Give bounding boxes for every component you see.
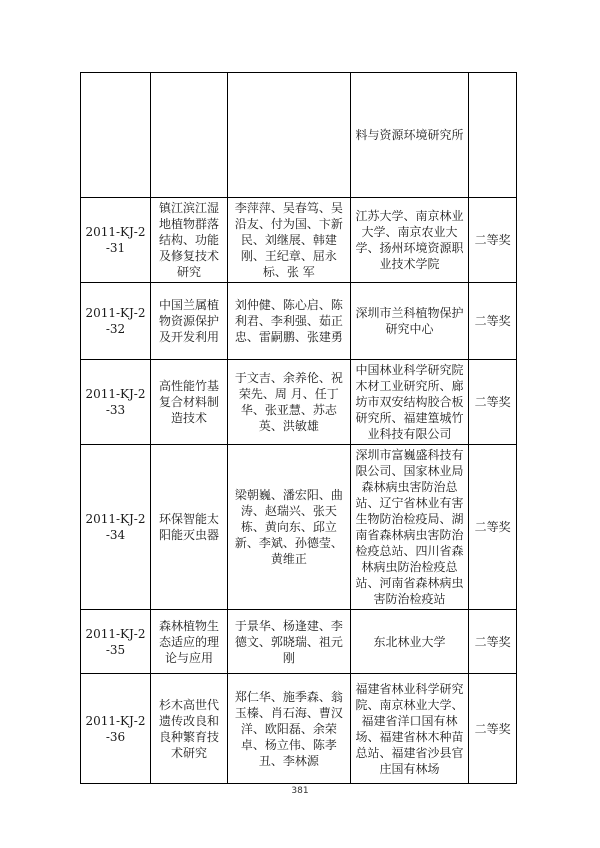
table-row xyxy=(81,360,517,445)
project-title-cell: 环保智能太阳能灭虫器 xyxy=(150,445,227,610)
organization-cell: 东北林业大学 xyxy=(350,610,469,674)
table-row xyxy=(81,445,517,610)
award-grade-cell: 二等奖 xyxy=(469,674,517,784)
table-row xyxy=(81,610,517,674)
table-row xyxy=(81,73,517,198)
organization-cell: 深圳市富巍盛科技有限公司、国家林业局森林病虫害防治总站、辽宁省林业有害生物防治检疫局、湖南省森林病虫害防治检疫总站、四川省森林病虫防治检疫总站、河南省森林病虫害防治检疫站 xyxy=(350,445,469,610)
organization-cell: 中国林业科学研究院木材工业研究所、廊坊市双安结构胶合板研究所、福建篁城竹业科技有限公司 xyxy=(350,360,469,445)
award-number-cell: 2011-KJ-2-33 xyxy=(81,360,151,445)
contributors-cell: 于文吉、余养伦、祝荣先、周 月、任丁华、张亚慧、苏志英、洪敏雄 xyxy=(228,360,351,445)
award-number-cell: 2011-KJ-2-35 xyxy=(81,610,151,674)
award-number-cell: 2011-KJ-2-31 xyxy=(81,198,151,283)
award-grade-cell: 二等奖 xyxy=(469,283,517,360)
project-title-cell: 中国兰属植物资源保护及开发利用 xyxy=(150,283,227,360)
award-grade-cell: 二等奖 xyxy=(469,610,517,674)
contributors-cell: 李萍萍、吴春笃、吴沿友、付为国、卞新民、刘继展、韩建刚、王纪章、屈永标、张 军 xyxy=(228,198,351,283)
organization-cell: 江苏大学、南京林业大学、南京农业大学、扬州环境资源职业技术学院 xyxy=(350,198,469,283)
table-row xyxy=(81,674,517,784)
contributors-cell: 郑仁华、施季森、翁玉榛、肖石海、曹汉洋、欧阳磊、余荣卓、杨立伟、陈孝丑、李林源 xyxy=(228,674,351,784)
contributors-cell: 梁朝巍、潘宏阳、曲涛、赵瑞兴、张天栋、黄向东、邱立新、李斌、孙德莹、黄维正 xyxy=(228,445,351,610)
table-row xyxy=(81,283,517,360)
organization-cell: 福建省林业科学研究院、南京林业大学、福建省洋口国有林场、福建省林木种苗总站、福建省沙县官庄国有林场 xyxy=(350,674,469,784)
award-grade-cell: 二等奖 xyxy=(469,445,517,610)
project-title-cell: 镇江滨江湿地植物群落结构、功能及修复技术研究 xyxy=(150,198,227,283)
awards-table xyxy=(80,72,517,784)
project-title-cell: 森林植物生态适应的理论与应用 xyxy=(150,610,227,674)
award-number-cell: 2011-KJ-2-34 xyxy=(81,445,151,610)
award-grade-cell: 二等奖 xyxy=(469,198,517,283)
award-number-cell xyxy=(81,73,151,198)
contributors-cell: 刘仲健、陈心启、陈利君、李利强、茹正忠、雷嗣鹏、张建勇 xyxy=(228,283,351,360)
contributors-cell: 于景华、杨逢建、李德文、郭晓瑞、祖元刚 xyxy=(228,610,351,674)
organization-cell: 料与资源环境研究所 xyxy=(350,73,469,198)
award-number-cell: 2011-KJ-2-32 xyxy=(81,283,151,360)
award-number-cell: 2011-KJ-2-36 xyxy=(81,674,151,784)
table-row xyxy=(81,198,517,283)
award-grade-cell: 二等奖 xyxy=(469,360,517,445)
project-title-cell xyxy=(150,73,227,198)
project-title-cell: 高性能竹基复合材料制造技术 xyxy=(150,360,227,445)
contributors-cell xyxy=(228,73,351,198)
project-title-cell: 杉木高世代遗传改良和良种繁育技术研究 xyxy=(150,674,227,784)
page-number: 381 xyxy=(291,786,309,796)
organization-cell: 深圳市兰科植物保护研究中心 xyxy=(350,283,469,360)
award-grade-cell xyxy=(469,73,517,198)
